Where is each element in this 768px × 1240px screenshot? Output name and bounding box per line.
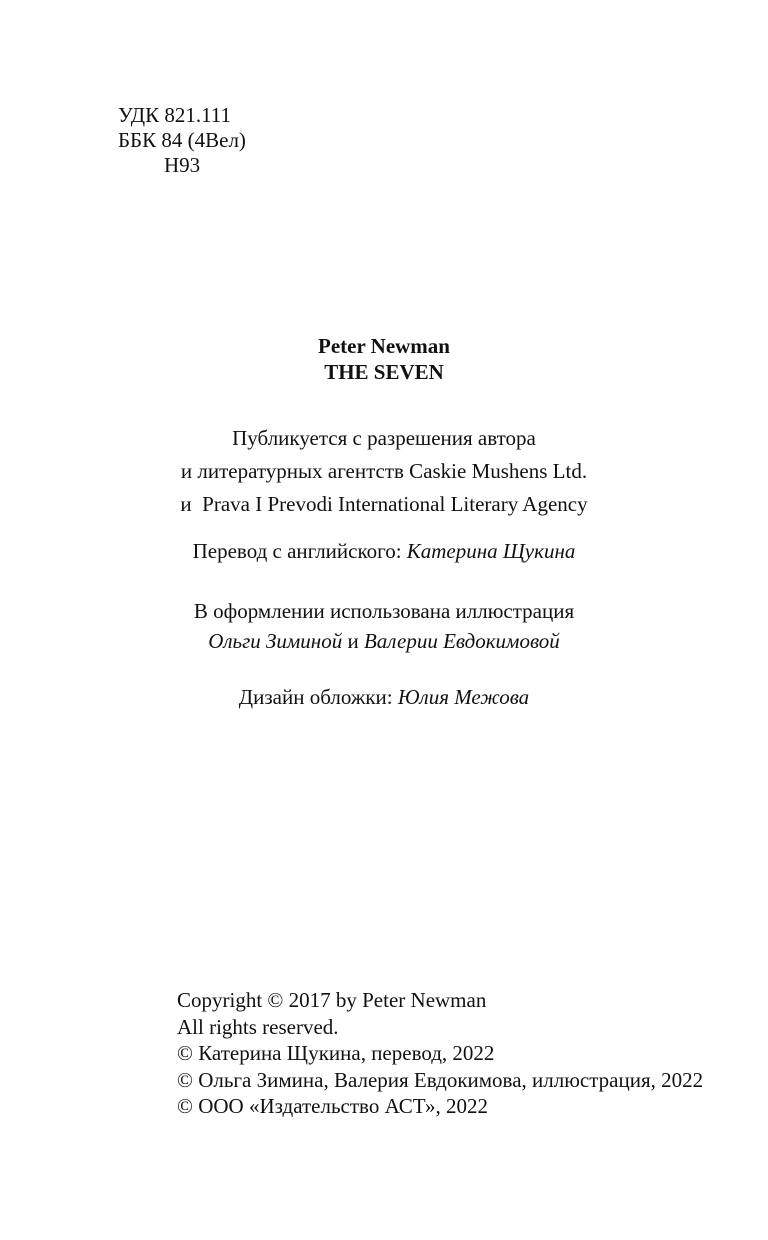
- original-book-info: [0, 333, 768, 385]
- illustration-artists: [0, 626, 768, 656]
- translation-label: Перевод с английского:: [192, 539, 407, 563]
- copyright-line: Copyright © 2017 by Peter Newman: [177, 988, 487, 1012]
- original-title: THE SEVEN: [324, 360, 444, 384]
- cover-designer: Юлия Межова: [397, 685, 530, 709]
- cover-label: Дизайн обложки:: [238, 685, 398, 709]
- translator-name: Катерина Щукина: [406, 539, 576, 563]
- copyright-line: All rights reserved.: [177, 1014, 339, 1039]
- permission-line-3: и Prava I Prevodi International Literary Agency: [180, 492, 588, 516]
- permission-notice: [0, 422, 768, 521]
- copyright-block: [177, 987, 703, 1120]
- permission-line-1: Публикуется с разрешения автора: [232, 426, 536, 450]
- author-code: Н93: [164, 153, 201, 177]
- cover-design-credit: [0, 684, 768, 710]
- artist-conjunction: и: [342, 629, 364, 653]
- artist-1: Ольги Зиминой: [208, 629, 343, 653]
- illustration-credit: [0, 596, 768, 656]
- permission-line-2: и литературных агентств Caskie Mushens Ltd.: [180, 459, 588, 483]
- udk-code: УДК 821.111: [118, 103, 232, 127]
- copyright-line: © Ольга Зимина, Валерия Евдокимова, иллюстрация, 2022: [177, 1067, 704, 1092]
- copyright-line: © Катерина Щукина, перевод, 2022: [177, 1041, 495, 1065]
- translation-credit: [0, 538, 768, 564]
- copyright-line: © ООО «Издательство АСТ», 2022: [177, 1094, 488, 1118]
- artist-2: Валерии Евдокимовой: [363, 629, 560, 653]
- catalog-codes: [118, 103, 246, 178]
- illustration-label: В оформлении использована иллюстрация: [193, 599, 575, 623]
- bbk-code: ББК 84 (4Вел): [118, 128, 246, 152]
- original-author: Peter Newman: [318, 334, 450, 358]
